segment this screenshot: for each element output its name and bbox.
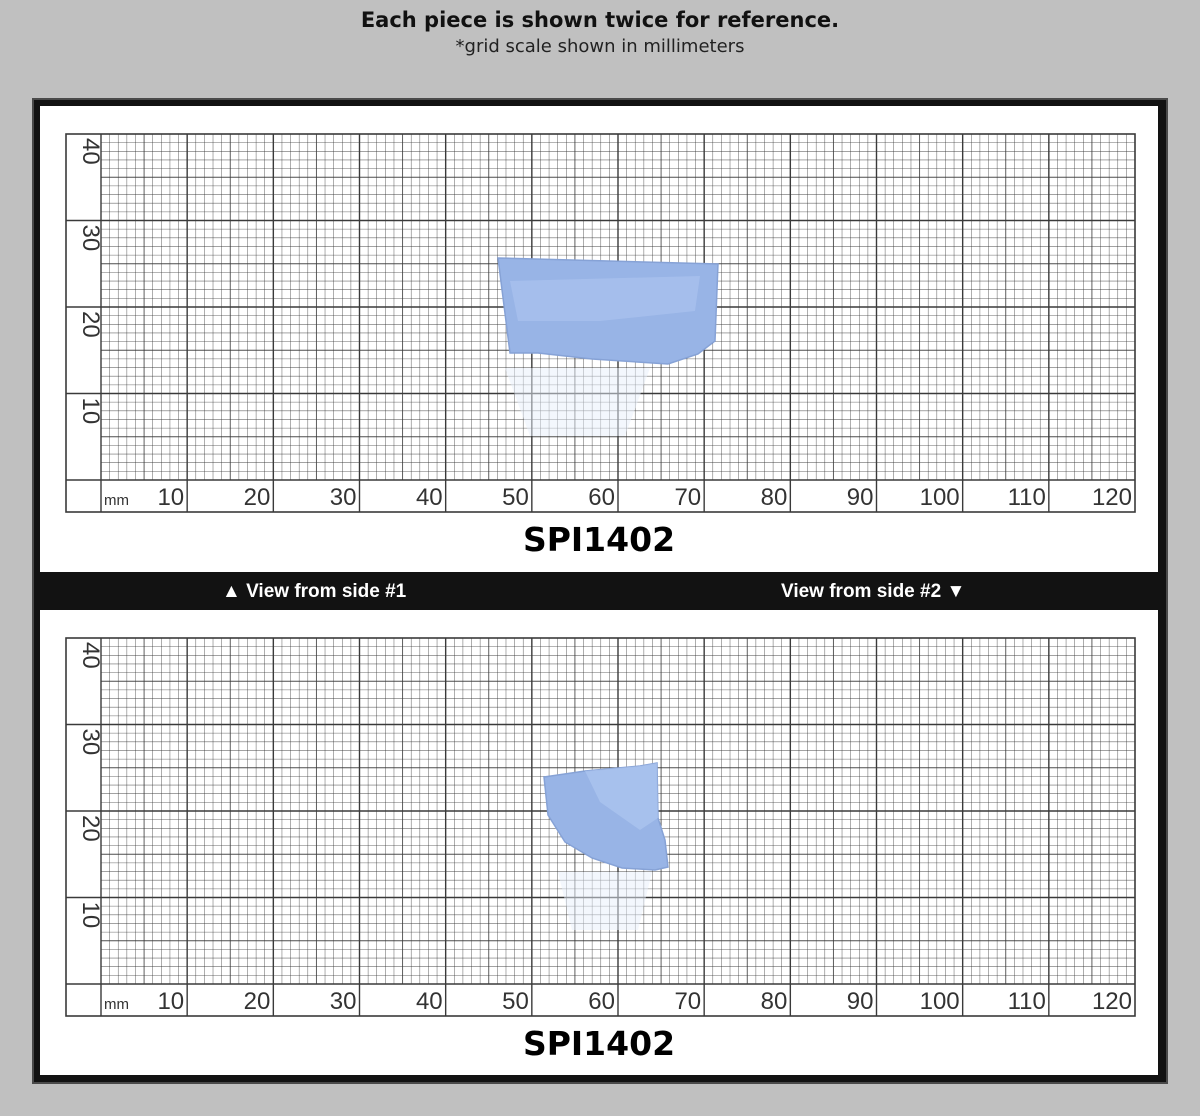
grid-panel-side-2 xyxy=(40,610,1158,1075)
x-tick-label: 40 xyxy=(415,988,443,1015)
x-tick-label: 10 xyxy=(157,988,185,1015)
x-tick-label: 100 xyxy=(919,484,960,511)
x-tick-label: 60 xyxy=(588,988,615,1015)
x-tick-label: 110 xyxy=(1007,484,1046,511)
x-tick-label: 40 xyxy=(415,484,443,511)
unit-label: mm xyxy=(104,996,129,1013)
y-tick-label: 30 xyxy=(77,728,104,756)
x-tick-label: 70 xyxy=(674,484,702,511)
x-tick-label: 50 xyxy=(502,988,529,1015)
page-title: Each piece is shown twice for reference. xyxy=(360,8,840,32)
x-tick-label: 90 xyxy=(846,484,874,511)
y-tick-label: 30 xyxy=(77,224,104,252)
x-tick-label: 20 xyxy=(243,988,271,1015)
x-tick-label: 90 xyxy=(846,988,874,1015)
stone-reflection-side-1 xyxy=(505,368,650,436)
y-tick-label: 40 xyxy=(77,642,104,669)
piece-label-side-1: SPI1402 xyxy=(522,520,676,559)
view-side-2-label: View from side #2 ▼ xyxy=(781,581,966,602)
x-tick-label: 50 xyxy=(502,484,529,511)
x-tick-label: 80 xyxy=(760,484,788,511)
x-tick-label: 120 xyxy=(1091,484,1132,511)
header xyxy=(0,0,1200,96)
y-tick-label: 20 xyxy=(77,311,104,338)
page-subtitle: *grid scale shown in millimeters xyxy=(455,36,745,57)
x-tick-label: 30 xyxy=(329,484,357,511)
x-tick-label: 30 xyxy=(329,988,357,1015)
mm-grid xyxy=(40,106,1158,572)
y-tick-label: 10 xyxy=(77,901,104,929)
grid-panel-side-1 xyxy=(40,106,1158,572)
mm-grid xyxy=(40,610,1158,1075)
x-tick-label: 10 xyxy=(157,484,185,511)
x-tick-label: 80 xyxy=(760,988,788,1015)
y-tick-label: 40 xyxy=(77,138,104,165)
piece-label-side-2: SPI1402 xyxy=(522,1024,676,1063)
x-tick-label: 60 xyxy=(588,484,615,511)
rough-stone-icon xyxy=(544,763,668,930)
stone-reflection-side-2 xyxy=(558,872,652,930)
x-tick-label: 110 xyxy=(1007,988,1046,1015)
x-tick-label: 70 xyxy=(674,988,702,1015)
x-tick-label: 100 xyxy=(919,988,960,1015)
rough-stone-icon xyxy=(498,258,718,436)
x-tick-label: 20 xyxy=(243,484,271,511)
y-tick-label: 10 xyxy=(77,397,104,425)
view-bar xyxy=(40,572,1158,610)
view-side-1-label: ▲ View from side #1 xyxy=(222,581,407,602)
unit-label: mm xyxy=(104,492,129,509)
y-tick-label: 20 xyxy=(77,815,104,842)
x-tick-label: 120 xyxy=(1091,988,1132,1015)
